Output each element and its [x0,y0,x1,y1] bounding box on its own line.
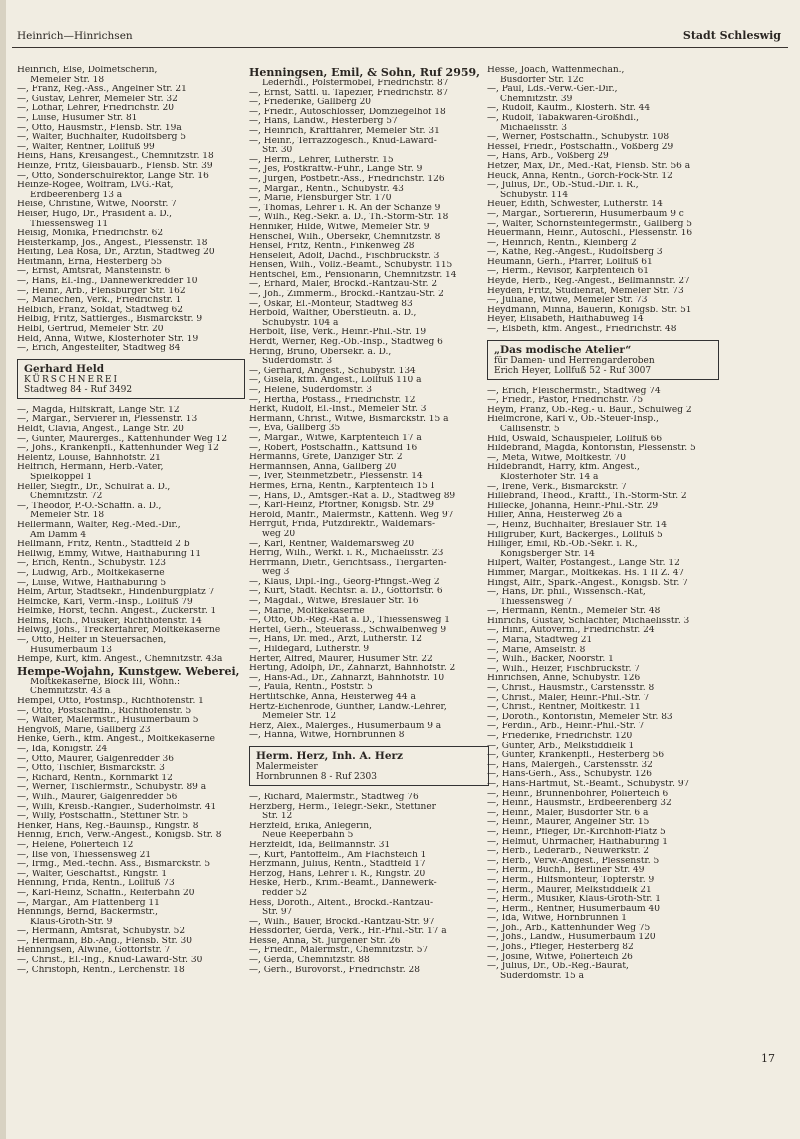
directory-entry: —, Doroth., Kontoristin, Memeler Str. 83 [487,712,673,722]
header-rule [12,47,788,48]
directory-entry: Hillgruber, Kurt, Bäckerges., Lollfuß 5 [487,530,663,540]
directory-entry: —, Friederike, Friedrichstr. 120 [487,732,633,741]
directory-entry: Heyer, Elisabeth, Haithabuweg 14 [487,315,644,325]
directory-entry: Helentz, Louise, Bahnhofstr. 21 [17,453,161,463]
directory-entry: —, Hans, D., Amtsger.-Rat a. D., Stadtweg 89 [249,491,456,501]
directory-entry: Henningsen, Emil, & Sohn, Ruf 2959, [249,67,480,79]
page-number: 17 [761,1052,775,1065]
directory-entry: Hilpert, Walter, Postangest., Lange Str. 12 [487,559,680,569]
directory-entry: —, Heinr., Pfleger, Dr.-Kirchhoff-Platz 5 [487,827,666,837]
directory-entry: Hielmcrone, Karl v., Ob.-Steuer-Insp., [487,415,659,425]
directory-entry: Hermannsen, Anna, Gallberg 20 [249,462,397,472]
directory-entry: —, Margar., Rentn., Schubystr. 43 [249,184,404,194]
directory-entry: —, Ludwig, Arb., Moltkekaserne [17,568,165,578]
directory-entry: —, Theodor, P.-O.-Schaffn. a. D., [17,501,162,511]
directory-entry: Hinrichsen, Anne, Schubystr. 126 [487,674,641,684]
directory-entry: —, Johs., Pfleger, Hesterberg 82 [487,943,634,953]
directory-entry: —, Heinr., Maurer, Angelner Str. 15 [487,818,650,828]
directory-entry: Klaus-Groth-Str. 9 [30,917,113,927]
directory-entry: —, Rudolf, Kaufm., Klosterh. Str. 44 [487,104,651,114]
directory-entry: —, Willi, Kreisb.-Rangier., Süderholmstr. 41 [17,802,217,812]
advertisement-box [249,746,489,786]
directory-entry: —, Wilh., Heizer, Fischbrückstr. 7 [487,664,641,674]
directory-entry: Heisig, Monika, Friedrichstr. 62 [17,229,164,239]
directory-entry: Hessel, Friedr., Postschaffn., Voßberg 29 [487,142,674,152]
directory-entry: —, Hans, Landw., Hesterberg 57 [249,117,398,127]
directory-entry: —, Hans, Malergeh., Carstensstr. 32 [487,760,653,770]
directory-entry: Thiessensweg 7 [500,597,573,607]
directory-entry: Hempe-Wojahn, Kunstgew. Weberei, [17,665,240,678]
directory-entry: Herz, Alex., Malerges., Husumerbaum 9 a [249,721,442,731]
directory-entry: —, Iver, Steinmetzbetr., Plessenstr. 14 [249,472,423,482]
directory-entry: Hetzer, Max, Dr., Med.-Rat, Flensb. Str. 56 a [487,161,691,171]
directory-entry: Herkt, Rudolf, El.-Inst., Memeler Str. 3 [249,405,427,415]
directory-entry: —, Karl, Rentner, Waldemarsweg 20 [249,539,415,549]
advertisement-line: Erich Heyer, Lollfuß 52 - Ruf 3007 [494,365,652,376]
directory-entry: Heisterkamp, Jos., Angest., Plessenstr. 18 [17,238,208,248]
directory-entry: —, Walter, Rentner, Lollfuß 99 [17,142,155,152]
directory-entry: —, Erich, Angestellter, Stadtweg 84 [17,344,181,354]
directory-entry: —, Julius, Dr., Ob.-Stud.-Dir. i. R., [487,181,639,191]
directory-entry: Hessdörfer, Gerda, Verk., Hr.-Phil.-Str. 17 a [249,927,447,937]
directory-entry: Helmcke, Karl, Verm.-Insp., Lollfuß 79 [17,597,193,607]
directory-entry: —, Herm., Maurer, Melkstiddielk 21 [487,885,652,895]
directory-entry: —, Thomas, Lehrer i. R. An der Schanze 9 [249,203,441,213]
advertisement-line: Stadtweg 84 - Ruf 3492 [24,384,133,395]
directory-entry: —, Robert, Postschaffn., Kattsund 16 [249,443,418,453]
directory-entry: Heitmann, Erna, Hesterberg 55 [17,257,163,267]
directory-entry: Hempel, Otto, Postinsp., Richthofenstr. 1 [17,697,204,707]
directory-entry: —, Hermann, Bb.-Ang., Flensb. Str. 30 [17,936,192,946]
directory-entry: Hilliger, Emil, Rb.-Ob.-Sekr. i. R., [487,540,638,550]
directory-entry: —, Mariechen, Verk., Friedrichstr. 1 [17,296,182,306]
directory-entry: —, Erich, Rentn., Schubystr. 123 [17,559,167,569]
directory-entry: Hingst, Alfr., Spark.-Angest., Königsb. Str. 7 [487,578,688,588]
directory-entry: Hering, Bruno, Obersekr. a. D., [249,347,392,357]
directory-entry: —, Johs., Krankenpfl., Kattenhunder Weg 12 [17,444,219,454]
directory-entry: Memeler Str. 18 [30,511,105,521]
directory-entry: Herter, Alfred, Maurer, Husumer Str. 22 [249,654,433,664]
directory-entry: —, Herm., Hilfsmonteur, Töpferstr. 9 [487,875,655,885]
advertisement-line: für Damen- und Herrengarderoben [494,355,655,366]
directory-entry: —, Heinr., Maler, Busdorfer Str. 6 a [487,808,649,818]
directory-entry: Henningsen, Alwine, Gottorfstr. 7 [17,946,171,956]
directory-entry: —, Richard, Rentn., Kornmarkt 12 [17,773,173,783]
directory-entry: Heiting, Lea Rosa, Dr., Ärztin, Stadtweg 20 [17,248,215,258]
directory-entry: —, Klaus, Dipl.-Ing., Georg-Pfingst.-Weg 2 [249,577,440,587]
directory-entry: —, Irene, Verk., Bismarckstr. 7 [487,482,627,492]
directory-entry: —, Günter, Arb., Melkstiddielk 1 [487,741,635,751]
directory-entry: Held, Anna, Witwe, Klosterhofer Str. 19 [17,334,199,344]
directory-entry: Heller, Siegfr., Dr., Schulrat a. D., [17,482,171,492]
directory-entry: Heumann, Gerh., Pfarrer, Lollfuß 61 [487,257,653,267]
running-head-left: Heinrich—Hinrichsen [17,30,133,42]
directory-entry: —, Oskar, El.-Monteur, Stadtweg 83 [249,299,413,309]
directory-entry: —, Walter, Buchhalter, Rudolfsberg 5 [17,133,186,143]
directory-entry: Husumerbaum 13 [30,645,112,655]
directory-entry: Helbig, Fritz, Sattlerges., Bismarckstr. 9 [17,315,203,325]
directory-entry: Memeler Str. 18 [30,75,105,85]
directory-entry: Hildebrand, Magda, Kontoristin, Plessenstr. 5 [487,444,696,454]
directory-entry: —, Walter, Geschäftsf., Ringstr. 1 [17,869,168,879]
directory-entry: —, Friedr., Pastor, Friedrichstr. 75 [487,396,644,406]
directory-entry: —, Kurt, Pantoffelm., Am Flachsteich 1 [249,850,427,860]
directory-entry: —, Eva, Gallberg 35 [249,424,341,434]
directory-entry: —, Marie, Amselstr. 8 [487,645,586,655]
directory-entry: —, Christ., Hausmstr., Carstensstr. 8 [487,684,655,694]
directory-entry: —, Otto, Tischler, Bismarckstr. 3 [17,764,165,774]
directory-entry: —, Hermann, Rentn., Memeler Str. 48 [487,607,661,617]
directory-entry: —, Erhard, Maler, Brockd.-Rantzau-Str. 2 [249,280,438,290]
directory-entry: Henning, Frida, Rentn., Lollfuß 73 [17,879,175,889]
directory-entry: —, Kurt, Städt. Rechtsr. a. D., Gottorfstr. 6 [249,587,443,597]
directory-entry: —, Hans, Dr. phil., Wissensch.-Rat, [487,588,646,598]
directory-entry: Henker, Hans, Reg.-Bauinsp., Ringstr. 8 [17,821,199,831]
directory-entry: Chemnitzstr. 39 [500,94,573,104]
directory-entry: —, Ida, Königstr. 24 [17,745,108,754]
directory-entry: Helbich, Franz, Soldat, Stadtweg 62 [17,305,183,315]
directory-entry: —, Hinr., Autoverm., Friedrichstr. 24 [487,626,655,636]
directory-entry: Heiser, Hugo, Dr., Präsident a. D., [17,209,172,219]
directory-entry: Callisenstr. 5 [500,425,560,434]
directory-entry: —, Heinz, Buchhalter, Breslauer Str. 14 [487,520,667,530]
directory-entry: —, Margar., Servierer in, Plessenstr. 13 [17,415,198,425]
directory-entry: —, Elsbeth, kfm. Angest., Friedrichstr. 48 [487,325,677,335]
directory-entry: —, Josine, Witwe, Polierteich 26 [487,952,633,962]
directory-entry: Erdbeerenberg 13 a [30,190,123,200]
directory-entry: weg 20 [262,529,296,539]
directory-entry: Heyden, Fritz, Studienrat, Memeler Str. 73 [487,286,684,296]
directory-column-1 [17,66,245,975]
directory-entry: —, Ernst, Sattl. u. Tapezier, Friedrichstr. 87 [249,88,449,98]
directory-entry: —, Julius, Dr., Ob.-Reg.-Baurat, [487,962,629,972]
directory-entry: —, Wilh., Bäcker, Noorstr. 1 [487,655,614,665]
directory-entry: Herbold, Walther, Oberstleutn. a. D., [249,309,417,319]
directory-entry: —, Heinr., Hausmstr., Erdbeerenberg 32 [487,799,672,809]
directory-entry: —, Friederike, Gallberg 20 [249,98,372,108]
directory-entry: —, Joh., Arb., Kattenhunder Weg 75 [487,923,651,933]
directory-entry: Hennings, Bernd, Bäckermstr., [17,908,158,918]
directory-entry: —, Magda, Hilfskraft, Lange Str. 12 [17,405,180,415]
directory-entry: —, Ferdin., Arb., Heinr.-Phil.-Str. 7 [487,722,645,732]
directory-entry: —, Magdal., Witwe, Breslauer Str. 16 [249,597,419,607]
advertisement-box [487,340,719,380]
directory-entry: Heise, Christine, Witwe, Noorstr. 7 [17,200,177,210]
directory-entry: —, Ernst, Amtsrat, Mansteinstr. 6 [17,267,171,277]
directory-entry: Hillebrand, Theod., Kraftf., Th.-Storm-Str. 2 [487,492,687,502]
directory-entry: —, Günter, Maurerges., Kattenhunder Weg 12 [17,434,228,444]
directory-entry: Herbolt, Ilse, Verk., Heinr.-Phil.-Str. 19 [249,328,427,338]
directory-entry: —, Christoph, Rentn., Lerchenstr. 18 [17,965,185,975]
advertisement-line: Malermeister [256,761,318,772]
directory-entry: Himmer, Margar., Moltkekas. Hs. 1 II Z. 47 [487,568,685,578]
directory-entry: Schubystr. 104 a [262,318,339,328]
directory-entry: Hertlitschke, Anna, Heisterweg 44 a [249,693,416,702]
directory-entry: Herrmann, Dietr., Gerichtsass., Tiergarten- [249,558,447,568]
directory-entry: Heydmann, Minna, Bäuerin, Königsb. Str. 51 [487,305,692,315]
advertisement-box [17,359,245,399]
directory-entry: —, Heinr., Brunnenbohrer, Polierteich 6 [487,789,669,799]
directory-entry: —, Gerhard, Angest., Schubystr. 134 [249,366,416,376]
directory-entry: Helms, Rich., Musiker, Richthofenstr. 14 [17,616,202,626]
directory-entry: —, Karl-Heinz, Pförtner, Königsb. Str. 29 [249,501,434,511]
directory-entry: redder 52 [262,888,308,898]
directory-entry: Henseleit, Adolf, Dachd., Fischbrückstr. 3 [249,251,440,261]
directory-entry: Herting, Adolph, Dr., Zahnarzt, Bahnhofstr. 2 [249,664,456,674]
directory-entry: —, Walter, Malermstr., Husumerbaum 5 [17,716,199,726]
directory-entry: —, Otto, Ob.-Reg.-Rat a. D., Thiessensweg 1 [249,616,451,626]
directory-entry: —, Joh., Zimmerm., Brockd.-Rantzau-Str. 2 [249,290,444,300]
directory-entry: —, Herm., Buchh., Berliner Str. 49 [487,866,645,876]
directory-entry: —, Margar., Am Flattenberg 11 [17,898,160,908]
directory-entry: Heuer, Edith, Schwester, Lutherstr. 14 [487,200,663,210]
directory-entry: Hesse, Joach, Waffenmechan., [487,66,625,75]
directory-entry: —, Heinrich, Kraftfahrer, Memeler Str. 31 [249,126,440,136]
directory-entry: —, Hans, Dr. med., Arzt, Lutherstr. 12 [249,635,422,645]
directory-entry: —, Otto, Maurer, Galgenredder 36 [17,754,174,764]
directory-entry: —, Johs., Landw., Husumerbaum 120 [487,933,656,943]
directory-entry: —, Margar., Sortiererin, Husumerbaum 9 c [487,209,684,219]
directory-entry: Henschel, Wilh., Obersekr, Chemnitzstr. 8 [249,232,441,242]
directory-entry: Klosterhofer Str. 14 a [500,472,599,482]
directory-entry: Herold, Manfr., Malermstr., Kattenh. Weg 97 [249,510,454,520]
directory-entry: Heuermann, Heinr., Autoschl., Plessenstr. 16 [487,229,693,239]
directory-entry: weg 3 [262,568,290,578]
directory-entry: Herrig, Wilh., Werkf. i. R., Michaelisstr. 23 [249,549,444,559]
advertisement-title: „Das modische Atelier“ [494,343,632,356]
directory-entry: —, Paul, Lds.-Verw.-Ger.-Dir., [487,85,618,95]
directory-entry: —, Otto, Postschaffn., Richthofenstr. 5 [17,706,192,716]
directory-entry: —, Otto, Helfer in Steuersachen, [17,636,167,646]
directory-entry: —, Helene, Polierteich 12 [17,840,134,850]
directory-entry: —, Paula, Rentn., Poststr. 5 [249,683,373,693]
directory-entry: Chemnitzstr. 72 [30,492,103,502]
directory-entry: Hengvoß, Marie, Gallberg 23 [17,725,151,735]
directory-entry: Süderdomstr. 3 [262,357,333,367]
directory-entry: —, Juliane, Witwe, Memeler Str. 73 [487,296,648,306]
directory-entry: —, Wilh., Maurer, Galgenredder 56 [17,792,178,802]
directory-entry: —, Herb., Verw.-Angest., Plessenstr. 5 [487,856,660,866]
directory-entry: Heinze, Fritz, Gleisbauarb., Flensb. Str. 39 [17,161,213,171]
page-edge [0,0,6,1139]
directory-entry: Hildebrandt, Harry, kfm. Angest., [487,463,640,473]
directory-entry: Helfrich, Hermann, Herb.-Vater, [17,463,164,473]
directory-entry: Lederhdl., Polstermöbel, Friedrichstr. 87 [262,79,449,88]
directory-entry: Hiller, Anna, Heisterweg 26 a [487,511,623,521]
directory-entry: —, Herb., Lederarb., Neuwerkstr. 2 [487,847,650,857]
directory-entry: —, Gisela, kfm. Angest., Lollfuß 110 a [249,376,422,386]
directory-entry: Hesse, Anna, St. Jürgener Str. 26 [249,936,401,946]
directory-entry: Memeler Str. 12 [262,712,337,722]
directory-entry: —, Hans-Hartmut, St.-Beamt., Schubystr. 97 [487,779,690,789]
directory-entry: —, Gustav, Lehrer, Memeler Str. 32 [17,94,178,104]
directory-entry: Süderdomstr. 15 a [500,971,585,981]
directory-entry: Hermes, Erna, Rentn., Karpfenteich 15 I [249,481,435,491]
directory-entry: —, Otto, Sonderschulrektor, Lange Str. 16 [17,171,209,181]
directory-column-3 [487,66,719,981]
directory-entry: Hensel, Fritz, Rentn., Finkenweg 28 [249,242,415,252]
advertisement-line: Hornbrunnen 8 - Ruf 2303 [256,771,377,782]
directory-entry: Neue Reeperbahn 5 [262,831,354,841]
directory-entry: Heyde, Herb., Reg.-Angest., Bellmannstr. 27 [487,277,690,287]
directory-entry: Henniker, Hilde, Witwe, Memeler Str. 9 [249,222,430,232]
directory-entry: Hentschel, Em., Pensionärin, Chemnitzstr. 14 [249,270,457,280]
directory-entry: —, Maria, Stadtweg 21 [487,636,593,646]
directory-entry: Heuck, Anna, Rentn., Gorch-Fock-Str. 12 [487,171,673,181]
directory-entry: —, Hertha, Postass., Friedrichstr. 12 [249,395,416,405]
directory-entry: Hellermann, Walter, Reg.-Med.-Dir., [17,520,181,530]
directory-entry: Hermann, Christ., Witwe, Bismarckstr. 15 a [249,414,449,424]
directory-entry: Schubystr. 114 [500,190,569,200]
directory-entry: Busdorfer Str. 12c [500,75,584,85]
directory-entry: Hellwig, Emmy, Witwe, Haithaburing 11 [17,549,202,559]
directory-entry: —, Heinr., Terrazzogesch., Knud-Laward- [249,136,437,146]
directory-entry: —, Günter, Krankenpfl., Hesterberg 56 [487,751,665,761]
directory-entry: —, Ilse von, Thiessensweg 21 [17,850,152,860]
directory-entry: Königsberger Str. 14 [500,549,595,559]
directory-entry: —, Irmg., Med.-techn. Ass., Bismarckstr. 5 [17,860,211,870]
directory-entry: —, Luise, Witwe, Haithaburing 5 [17,578,167,588]
directory-entry: Helbl, Gertrud, Memeler Str. 20 [17,325,164,335]
directory-entry: —, Hermann, Amtsrat, Schubystr. 52 [17,927,186,937]
running-head-right: Stadt Schleswig [682,29,781,42]
directory-entry: Hermanns, Grete, Danziger Str. 2 [249,453,403,463]
directory-entry: Herzfeld, Erika, Anlegerin, [249,821,372,831]
directory-entry: Hild, Oswald, Schauspieler, Lollfuß 66 [487,434,663,444]
directory-entry: —, Christ., El.-Ing., Knud-Laward-Str. 30 [17,956,203,966]
directory-entry: Michaelisstr. 3 [500,123,567,133]
directory-entry: —, Werner, Postschaffn., Schubystr. 108 [487,133,670,143]
directory-entry: Heinrich, Else, Dolmetscherin, [17,66,158,75]
advertisement-title: Gerhard Held [24,362,105,375]
directory-entry: Heym, Franz, Ob.-Reg.- u. Baur., Schulweg 2 [487,405,692,415]
directory-entry: —, Werner, Tischlermstr., Schubystr. 89 a [17,783,207,793]
directory-entry: Str. 12 [262,812,293,822]
directory-entry: Henke, Gerh., kfm. Angest., Moltkekaserne [17,735,216,745]
directory-entry: —, Jes, Postkraftw.-Führ., Lange Str. 9 [249,165,423,175]
directory-entry: Hess, Doroth., Altent., Brockd.-Rantzau- [249,898,433,908]
directory-entry: Herdt, Werner, Reg.-Ob.-Insp., Stadtweg 6 [249,338,443,348]
directory-entry: Hennig, Erich, Verw.-Angest., Königsb. Str. 8 [17,831,222,841]
directory-entry: Herzmann, Julius, Rentn., Stadtfeld 17 [249,860,426,870]
directory-entry: Herzfeldt, Ida, Bellmannstr. 31 [249,840,391,850]
directory-entry: —, Gerda, Chemnitzstr. 88 [249,956,370,966]
directory-entry: —, Marie, Flensburger Str. 170 [249,194,392,204]
directory-entry: —, Heinr., Arb., Flensburger Str. 162 [17,286,186,296]
directory-entry: Helmke, Horst, techn. Angest., Zuckerstr. 1 [17,607,217,617]
directory-entry: —, Herm., Rentner, Husumerbaum 40 [487,904,660,914]
directory-entry: Hinrichs, Gustav, Schlachter, Michaelisstr. 3 [487,616,690,626]
directory-entry: —, Willy, Postschaffn., Stettiner Str. 5 [17,812,189,822]
directory-entry: —, Richard, Malermstr., Stadtweg 76 [249,792,419,802]
directory-entry: —, Herm., Lehrer, Lutherstr. 15 [249,155,394,165]
directory-entry: —, Gerh., Bürovorst., Friedrichstr. 28 [249,965,420,975]
directory-entry: —, Jürgen, Postbetr.-Ass., Friedrichstr. 126 [249,174,445,184]
directory-entry: Str. 97 [262,908,293,918]
directory-entry: —, Ida, Witwe, Hornbrunnen 1 [487,914,627,924]
directory-entry: —, Hans, El.-Ing., Dannewerkredder 10 [17,277,198,287]
directory-entry: —, Karl-Heinz, Schaffn., Reiferbahn 20 [17,888,195,898]
directory-entry: Hensen, Wilh., Vollz.-Beamt., Schubystr. 115 [249,261,453,271]
directory-entry: Hillecke, Johanna, Heinr.-Phil.-Str. 29 [487,501,659,511]
directory-column-2 [249,66,489,975]
directory-entry: Hellmann, Fritz, Rentn., Stadtfeld 2 b [17,540,190,550]
directory-entry: —, Hans, Arb., Voßberg 29 [487,152,609,162]
directory-entry: —, Friedr., Autoschlosser, Domziegelhof 18 [249,107,446,117]
directory-entry: —, Rudolf, Tabakwaren-Großhdl., [487,113,639,123]
directory-entry: Spielkoppel 1 [30,472,93,482]
directory-entry: Herzog, Hans, Lehrer i. R., Ringstr. 20 [249,869,426,879]
directory-entry: —, Helmut, Uhrmacher, Haithaburing 1 [487,837,668,847]
directory-entry: —, Hans-Gerh., Ass., Schubystr. 126 [487,770,653,780]
directory-entry: Hempe, Kurt, kfm. Angest., Chemnitzstr. 43a [17,655,223,665]
directory-entry: —, Otto, Hausmstr., Flensb. Str. 19a [17,123,182,133]
directory-entry: —, Herm., Revisor, Karpfenteich 61 [487,267,650,277]
directory-entry: —, Hanna, Witwe, Hornbrunnen 8 [249,731,405,741]
directory-entry: —, Wilh., Reg.-Sekr. a. D., Th.-Storm-Str. 18 [249,213,449,223]
directory-entry: —, Helene, Süderdomstr. 3 [249,386,373,395]
directory-entry: —, Margar., Witwe, Karpfenteich 17 a [249,433,422,443]
directory-entry: Hertel, Gerh., Steuerass., Schwalbenweg 9 [249,625,447,635]
directory-entry: —, Erich, Fleischermstr., Stadtweg 74 [487,386,661,396]
directory-entry: Helwig, Johs., Treckerfahrer, Moltkekaserne [17,626,221,636]
directory-entry: Thiessensweg 11 [30,219,109,229]
directory-entry: Heske, Herb., Krim.-Beamt., Dannewerk- [249,879,437,889]
advertisement-line: KÜRSCHNEREI [24,374,120,385]
directory-entry: —, Hans-Ad., Dr., Zahnarzt, Bahnhofstr. 10 [249,673,445,683]
directory-entry: —, Wilh., Bauer, Brockd.-Rantzau-Str. 97 [249,917,435,927]
directory-entry: —, Friedr., Malermstr., Chemnitzstr. 57 [249,946,429,956]
directory-entry: —, Käthe, Reg.-Angest., Rudolfsberg 3 [487,248,663,258]
directory-entry: —, Heinrich, Rentn., Kleinberg 2 [487,238,637,248]
directory-entry: Am Damm 4 [30,530,87,540]
directory-entry: —, Hildegard, Lutherstr. 9 [249,645,370,655]
directory-entry: Moltkekaserne, Block III, Wohn.: [30,677,181,687]
directory-entry: Herrgut, Frida, Putzdirektr., Waldemars- [249,520,436,530]
directory-entry: —, Marie, Moltkekaserne [249,606,365,616]
directory-entry: —, Herm., Musiker, Klaus-Groth-Str. 1 [487,895,661,905]
directory-entry: Chemnitzstr. 43 a [30,687,111,697]
directory-entry: Heins, Hans, Kreisangest., Chemnitzstr. 18 [17,152,214,162]
directory-entry: Str. 30 [262,146,293,156]
directory-entry: Herzberg, Herm., Telegr.-Sekr., Stettiner [249,802,436,812]
directory-entry: —, Christ., Maler, Heinr.-Phil.-Str. 7 [487,693,650,703]
advertisement-title: Herm. Herz, Inh. A. Herz [256,749,404,762]
directory-entry: —, Luise, Husumer Str. 81 [17,113,138,123]
directory-entry: —, Walter, Schornsteinfegermstr., Gallberg 5 [487,219,692,229]
directory-entry: —, Meta, Witwe, Moltkestr. 70 [487,453,626,463]
directory-entry: Hertz-Eichenrode, Günther, Landw.-Lehrer, [249,702,447,712]
directory-entry: Heldt, Clavia, Angest., Lange Str. 20 [17,425,184,434]
directory-entry: —, Lothar, Lehrer, Friedrichstr. 20 [17,104,174,114]
directory-entry: —, Christ., Rentner, Moltkestr. 11 [487,703,641,713]
directory-entry: Heinze-Rogée, Wolfram, LVG.-Rat, [17,181,174,191]
directory-entry: —, Franz, Reg.-Ass., Angelner Str. 21 [17,85,187,95]
directory-entry: Helm, Artur, Stadtsekr., Hindenburgplatz 7 [17,588,215,598]
